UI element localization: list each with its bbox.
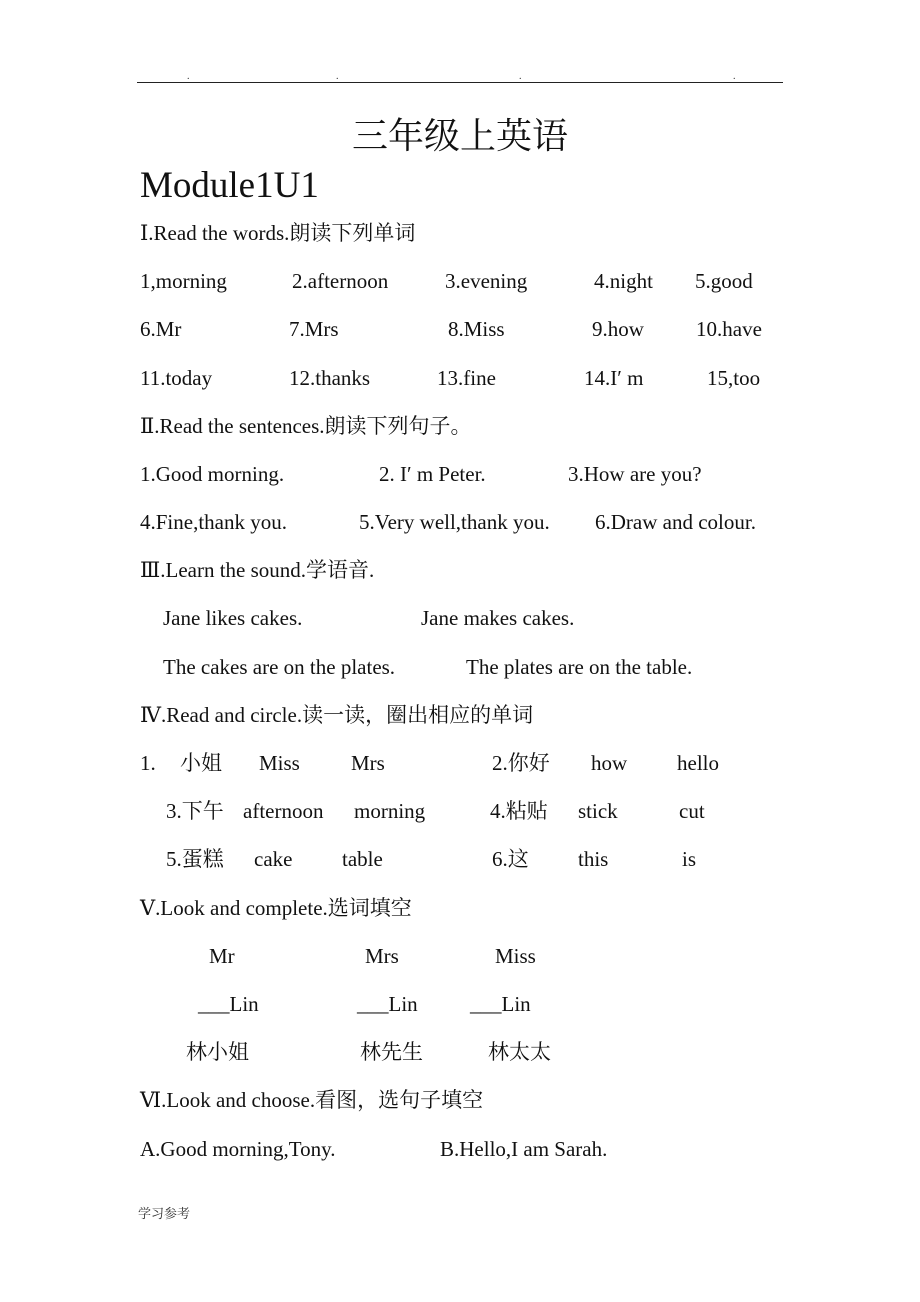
header-dot: .	[187, 71, 190, 82]
word-item: 6.Mr	[140, 317, 182, 341]
circle-item: 2.你好	[492, 751, 550, 775]
word-item: 5.good	[695, 269, 753, 293]
circle-item: 6.这	[492, 847, 529, 871]
header-dot: .	[733, 71, 736, 82]
word-item: 12.thanks	[289, 366, 371, 390]
module-heading: Module1U1	[140, 165, 319, 206]
circle-item: cut	[679, 799, 705, 823]
option-a: A.Good morning,Tony.	[140, 1137, 336, 1161]
sentence-item: 3.How are you?	[568, 462, 702, 486]
circle-item: 5.蛋糕	[166, 847, 224, 871]
fill-blank: ___Lin	[470, 992, 531, 1016]
circle-item: 3.下午	[166, 799, 224, 823]
sound-sentence: Jane likes cakes.	[163, 606, 303, 630]
word-item: 1,morning	[140, 269, 227, 293]
word-item: 8.Miss	[448, 317, 505, 341]
circle-item: table	[342, 847, 383, 871]
section-4-heading: Ⅳ.Read and circle.读一读，圈出相应的单词	[140, 703, 534, 727]
sound-sentence: Jane makes cakes.	[421, 606, 575, 630]
sound-sentence: The cakes are on the plates.	[163, 655, 396, 679]
choice-word: Miss	[495, 944, 536, 968]
fill-blank: ___Lin	[357, 992, 418, 1016]
word-item: 9.how	[592, 317, 644, 341]
chinese-meaning: 林太太	[488, 1040, 551, 1064]
choice-word: Mr	[209, 944, 235, 968]
fill-blank: ___Lin	[198, 992, 259, 1016]
sound-sentence: The plates are on the table.	[466, 655, 693, 679]
header-rule	[137, 82, 783, 83]
option-b: B.Hello,I am Sarah.	[440, 1137, 608, 1161]
section-6-heading: Ⅵ.Look and choose.看图，选句子填空	[140, 1088, 484, 1112]
circle-item: Miss	[259, 751, 300, 775]
sentence-item: 6.Draw and colour.	[595, 510, 756, 534]
page-title: 三年级上英语	[351, 116, 568, 156]
section-3-heading: Ⅲ.Learn the sound.学语音.	[140, 558, 375, 582]
sentence-item: 4.Fine,thank you.	[140, 510, 287, 534]
sentence-item: 2. I′ m Peter.	[379, 462, 486, 486]
word-item: 3.evening	[445, 269, 528, 293]
circle-item: cake	[254, 847, 293, 871]
choice-word: Mrs	[365, 944, 399, 968]
header-dot: .	[519, 71, 522, 82]
circle-item: Mrs	[351, 751, 385, 775]
chinese-meaning: 林小姐	[186, 1040, 249, 1064]
word-item: 2.afternoon	[292, 269, 389, 293]
word-item: 11.today	[140, 366, 213, 390]
word-item: 4.night	[594, 269, 653, 293]
section-1-heading: Ⅰ.Read the words.朗读下列单词	[140, 221, 416, 245]
word-item: 14.I′ m	[584, 366, 644, 390]
circle-item: this	[578, 847, 609, 871]
circle-item: 1.	[140, 751, 156, 775]
circle-item: how	[591, 751, 628, 775]
circle-item: is	[682, 847, 697, 871]
word-item: 13.fine	[437, 366, 496, 390]
word-item: 15,too	[707, 366, 761, 390]
section-5-heading: Ⅴ.Look and complete.选词填空	[140, 896, 412, 920]
sentence-item: 1.Good morning.	[140, 462, 285, 486]
chinese-meaning: 林先生	[360, 1040, 423, 1064]
circle-item: afternoon	[243, 799, 324, 823]
circle-item: morning	[354, 799, 426, 823]
word-item: 7.Mrs	[289, 317, 339, 341]
word-item: 10.have	[696, 317, 762, 341]
circle-item: 4.粘贴	[490, 799, 548, 823]
sentence-item: 5.Very well,thank you.	[359, 510, 550, 534]
section-2-heading: Ⅱ.Read the sentences.朗读下列句子。	[140, 414, 472, 438]
circle-item: hello	[677, 751, 719, 775]
header-dot: .	[336, 71, 339, 82]
footer-note: 学习参考	[138, 1207, 191, 1222]
circle-item: stick	[578, 799, 618, 823]
circle-item: 小姐	[180, 751, 222, 775]
